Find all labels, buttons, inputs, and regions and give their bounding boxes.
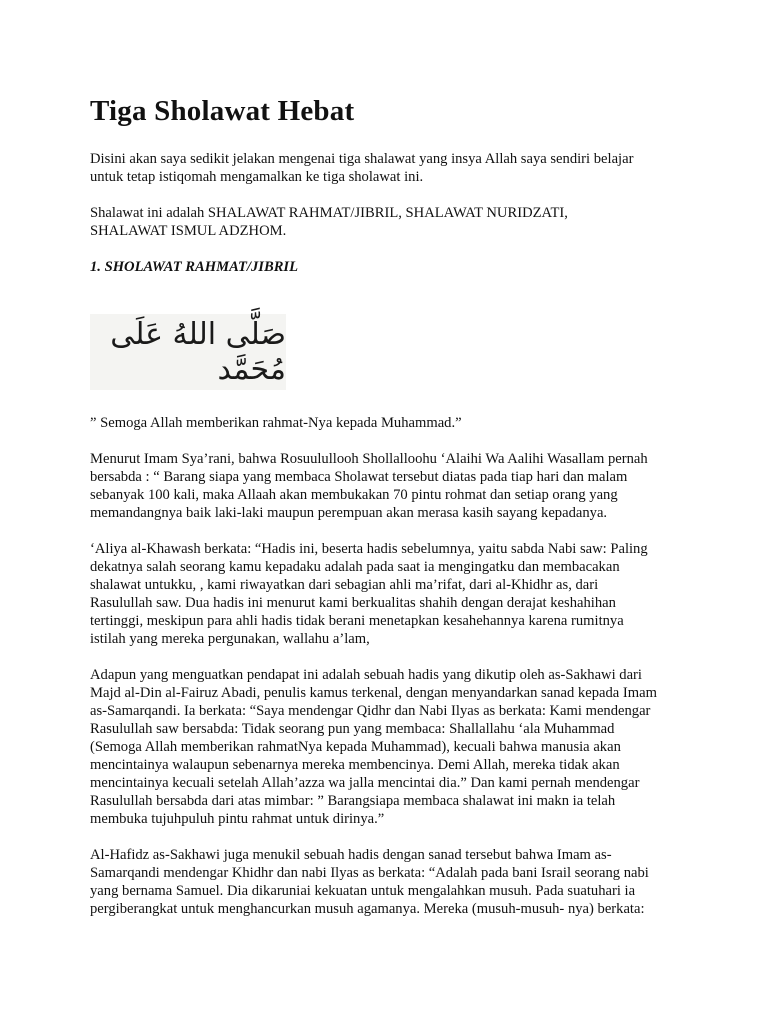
text-line: SHALAWAT ISMUL ADZHOM.	[90, 223, 287, 239]
body-paragraph-3	[90, 666, 690, 828]
text-line: mencintainya kecuali setelah Allah’azza wa jalla mencintai dia.” Dan kami pernah mendengar	[90, 775, 640, 791]
document-title: Tiga Sholawat Hebat	[90, 95, 355, 127]
text-line: bersabda : “ Barang siapa yang membaca Sholawat tersebut diatas pada tiap hari dan malam	[90, 469, 628, 485]
text-line: Majd al-Din al-Fairuz Abadi, penulis kamus terkenal, dengan menyandarkan sanad kepada Imam	[90, 685, 657, 701]
text-line: as-Samarqandi. Ia berkata: “Saya mendengar Qidhr dan Nabi Ilyas as berkata: Kami mendengar	[90, 703, 651, 719]
body-paragraph-1	[90, 450, 690, 522]
text-line: Adapun yang menguatkan pendapat ini adalah sebuah hadis yang dikutip oleh as-Sakhawi dari	[90, 667, 642, 683]
text-line: Rasulullah bersabda dari atas mimbar: ” Barangsiapa membaca shalawat ini makn ia telah	[90, 793, 616, 809]
text-line: Samarqandi mendengar Khidhr dan nabi Ilyas as berkata: “Adalah pada bani Israil seorang nabi	[90, 865, 649, 881]
document-page	[90, 92, 690, 936]
text-line: yang bernama Samuel. Dia dikaruniai kekuatan untuk mengalahkan musuh. Pada suatuhari ia	[90, 883, 636, 899]
text-line: membuka tujuhpuluh pintu rahmat untuk dirinya.”	[90, 811, 385, 827]
text-line: pergiberangkat untuk menghancurkan musuh agamanya. Mereka (musuh-musuh- nya) berkata:	[90, 901, 645, 917]
translation-paragraph: ” Semoga Allah memberikan rahmat-Nya kepada Muhammad.”	[90, 415, 462, 431]
shalawat-list-paragraph	[90, 204, 690, 240]
text-line: untuk tetap istiqomah mengamalkan ke tiga sholawat ini.	[90, 169, 424, 185]
body-paragraph-2	[90, 540, 690, 648]
text-line: istilah yang mereka pergunakan, wallahu a’lam,	[90, 631, 370, 647]
text-line: Disini akan saya sedikit jelakan mengenai tiga shalawat yang insya Allah saya sendiri belajar	[90, 151, 634, 167]
arabic-calligraphy-image	[90, 314, 286, 390]
text-line: Rasulullah saw. Dua hadis ini menurut kami berkualitas shahih dengan derajat keshahihan	[90, 595, 616, 611]
text-line: dekatnya salah seorang kamu kepadaku adalah pada saat ia mengingatku dan membacakan	[90, 559, 620, 575]
text-line: tertinggi, meskipun para ahli hadis tidak berani menetapkan kesahehannya karena rumitnya	[90, 613, 624, 629]
text-line: Rasulullah saw bersabda: Tidak seorang pun yang membaca: Shallallahu ‘ala Muhammad	[90, 721, 615, 737]
text-line: mencintainya walaupun sebenarnya mereka membencinya. Demi Allah, mereka tidak akan	[90, 757, 620, 773]
text-line: Al-Hafidz as-Sakhawi juga menukil sebuah hadis dengan sanad tersebut bahwa Imam as-	[90, 847, 612, 863]
section-heading: 1. SHOLAWAT RAHMAT/JIBRIL	[90, 259, 299, 275]
text-line: shalawat untukku, , kami riwayatkan dari sebagian ahli ma’rifat, dari al-Khidhr as, dari	[90, 577, 599, 593]
text-line: (Semoga Allah memberikan rahmatNya kepada Muhammad), kecuali bahwa manusia akan	[90, 739, 621, 755]
text-line: Menurut Imam Sya’rani, bahwa Rosuulullooh Shollalloohu ‘Alaihi Wa Aalihi Wasallam pernah	[90, 451, 648, 467]
arabic-calligraphy-text: صَلَّى اللهُ عَلَى مُحَمَّد	[110, 317, 286, 387]
text-line: ‘Aliya al-Khawash berkata: “Hadis ini, beserta hadis sebelumnya, yaitu sabda Nabi saw: Paling	[90, 541, 648, 557]
text-line: memandangnya baik laki-laki maupun perempuan akan merasa kasih sayang kepadanya.	[90, 505, 608, 521]
intro-paragraph	[90, 150, 690, 186]
body-paragraph-4	[90, 846, 690, 918]
text-line: sebanyak 100 kali, maka Allaah akan membukakan 70 pintu rohmat dan setiap orang yang	[90, 487, 618, 503]
text-line: Shalawat ini adalah SHALAWAT RAHMAT/JIBRIL, SHALAWAT NURIDZATI,	[90, 205, 568, 221]
